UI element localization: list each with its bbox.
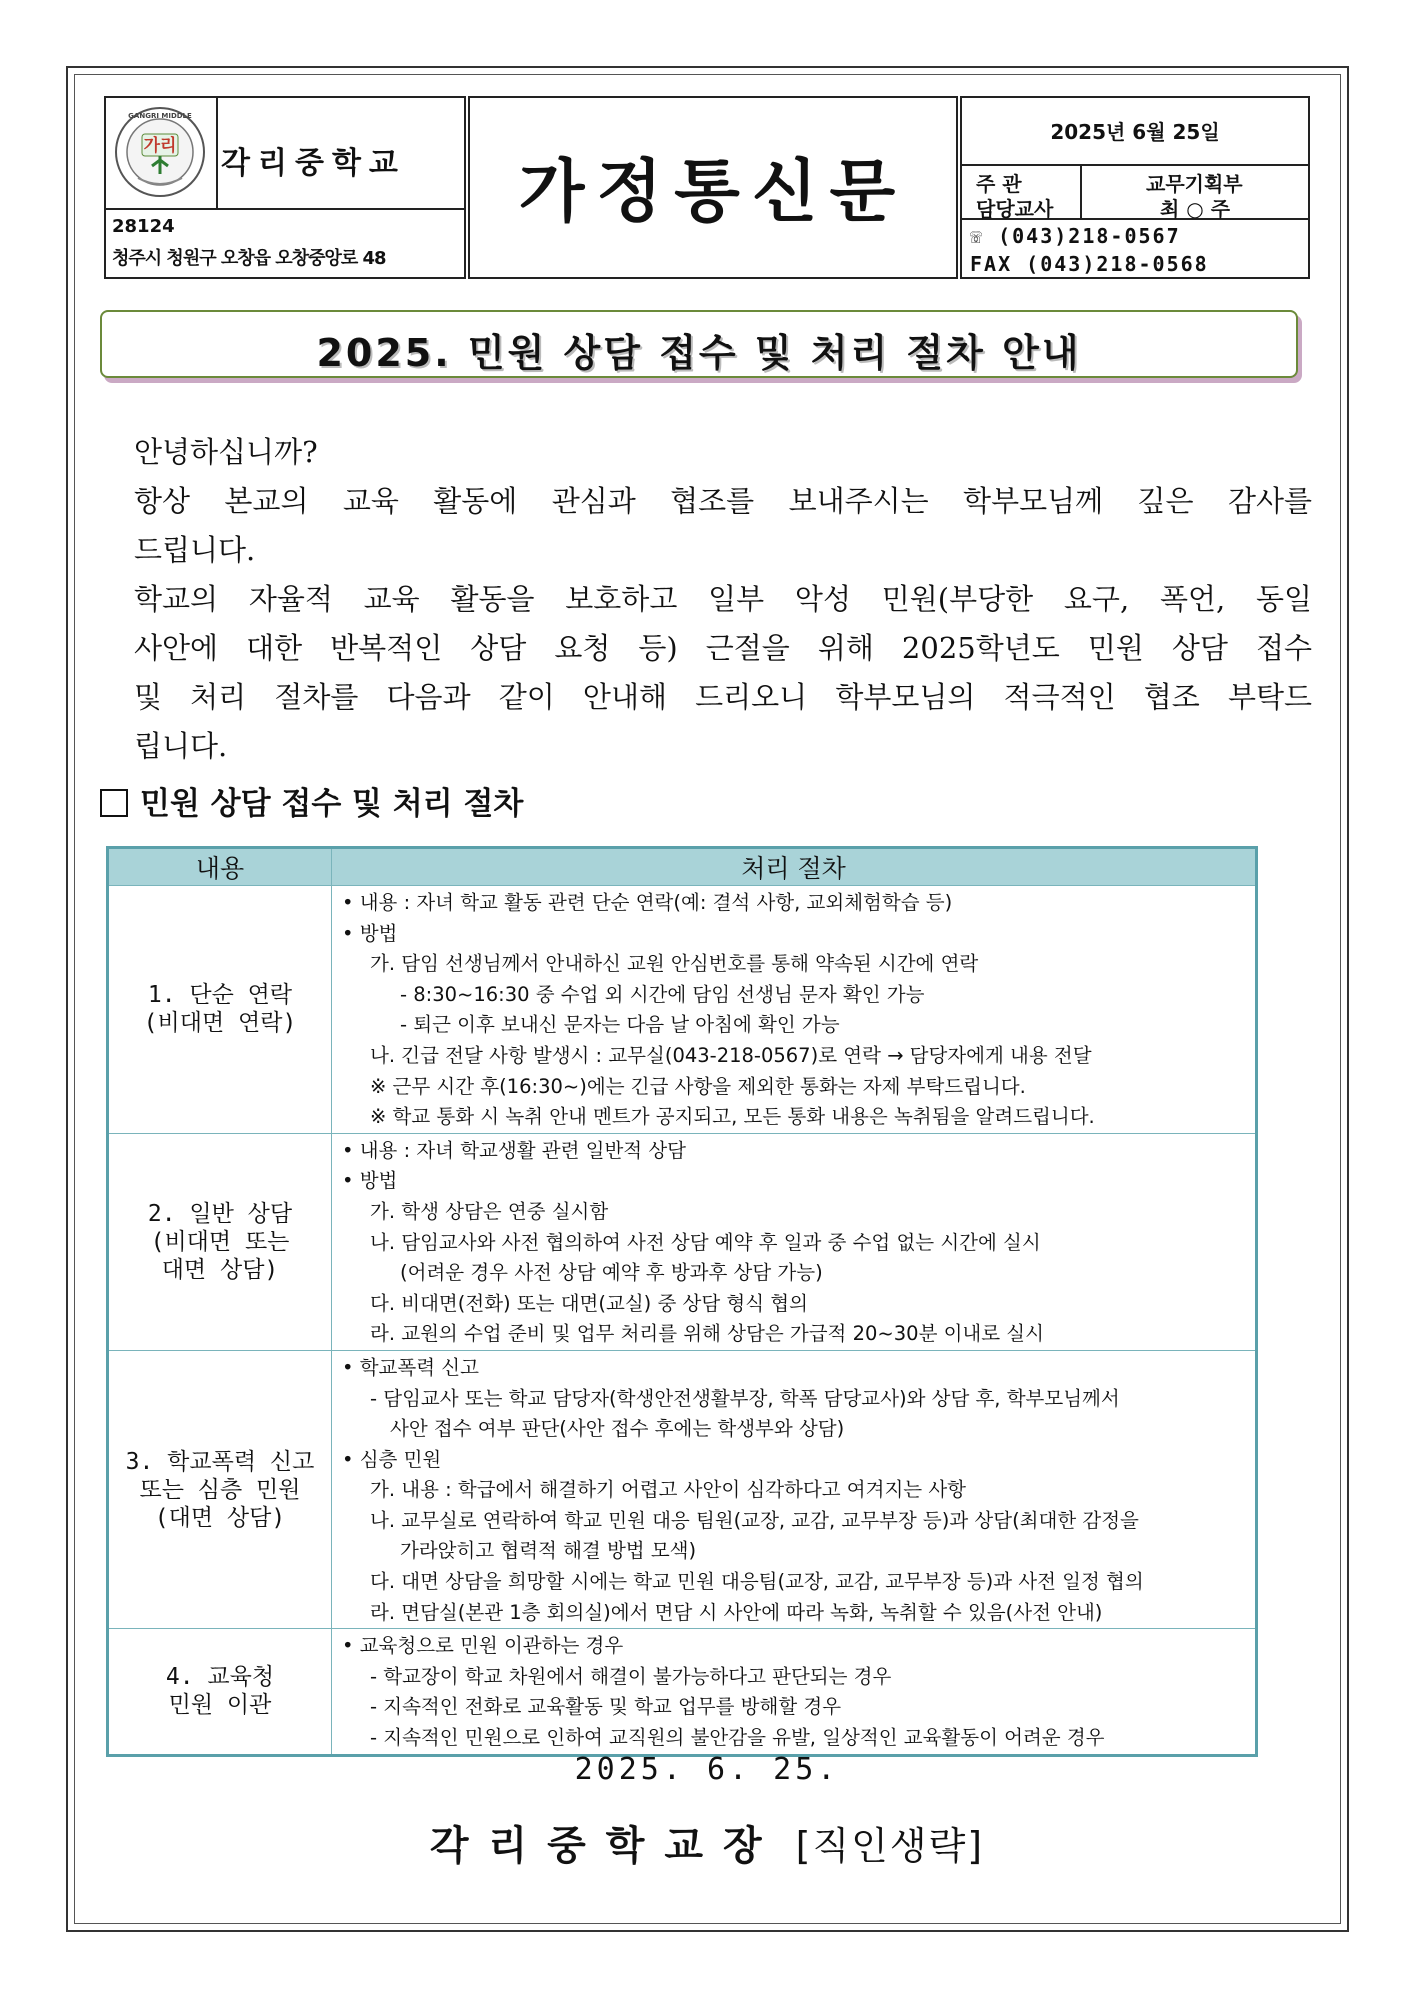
teacher-label: 담당교사 <box>976 197 1054 221</box>
document-title: 가정통신문 <box>518 153 908 232</box>
column-header-content: 내용 <box>108 848 332 886</box>
teacher-value: 최 ○ 주 <box>1160 197 1231 221</box>
school-info-box <box>104 96 466 279</box>
paragraph-2-line-3: 및 처리 절차를 다음과 같이 안내해 드리오니 학부모님의 적극적인 협조 부탁드 <box>134 680 1312 714</box>
letterhead <box>104 96 1310 279</box>
table-row <box>108 886 1257 1134</box>
title-box <box>468 96 958 279</box>
row-content: • 내용 : 자녀 학교 활동 관련 단순 연락(예: 결석 사항, 교외체험학습 등) • 방법 가. 담임 선생님께서 안내하신 교원 안심번호를 통해 약속된 시간에 연락 - 8:30~16:30 중 수업 외 시간에 담임 선생님 문자 확인 가능 - 퇴근 이후 보내신 문자는 다음 날 아침에 확인 가능 나. 긴급 전달 사항 발생시 : 교무실(043-218-0567)로 연락 → 담당자에게 내용 전달 ※ 근무 시간 후(16:30~)에는 긴급 사항을 제외한 통화는 자제 부탁드립니다. ※ 학교 통화 시 녹취 안내 멘트가 공지되고, 모든 통화 내용은 녹취됨을 알려드립니다. <box>332 886 1257 1134</box>
row-label: 4. 교육청 민원 이관 <box>108 1629 332 1755</box>
row-label: 2. 일반 상담 (비대면 또는 대면 상담) <box>108 1133 332 1350</box>
row-content: • 학교폭력 신고 - 담임교사 또는 학교 담당자(학생안전생활부장, 학폭 담당교사)와 상담 후, 학부모님께서 사안 접수 여부 판단(사안 접수 후에는 학생부와 상담) • 심층 민원 가. 내용 : 학급에서 해결하기 어렵고 사안이 심각하다고 여겨지는 사항 나. 교무실로 연락하여 학교 민원 대응 팀원(교장, 교감, 교무부장 등)과 상담(최대한 감정을 가라앉히고 협력적 해결 방법 모색) 다. 대면 상담을 희망할 시에는 학교 민원 대응팀(교장, 교감, 교무부장 등)과 사전 일정 협의 라. 면담실(본관 1층 회의실)에서 면담 시 사안에 따라 녹화, 녹취할 수 있음(사전 안내) <box>332 1350 1257 1628</box>
signature-line <box>0 1814 1414 1871</box>
row-label: 3. 학교폭력 신고 또는 심층 민원 (대면 상담) <box>108 1350 332 1628</box>
svg-text:가리: 가리 <box>143 136 177 156</box>
section-heading <box>100 778 523 823</box>
zip-code: 28124 <box>112 216 175 237</box>
school-logo-icon <box>112 104 208 200</box>
school-name: 각리중학교 <box>221 146 406 181</box>
phone-number: (043)218-0567 <box>998 224 1181 248</box>
table-header-row <box>108 848 1257 886</box>
paragraph-2-line-1: 학교의 자율적 교육 활동을 보호하고 일부 악성 민원(부당한 요구, 폭언, 동일 <box>134 582 1312 616</box>
notice-banner <box>100 310 1298 378</box>
seal-note: [직인생략] <box>795 1824 985 1868</box>
column-header-procedure: 처리 절차 <box>332 848 1257 886</box>
checkbox-icon <box>100 789 128 817</box>
contact-box <box>960 96 1310 279</box>
section-title: 민원 상담 접수 및 처리 절차 <box>140 786 524 822</box>
paragraph-2-line-2: 사안에 대한 반복적인 상담 요청 등) 근절을 위해 2025학년도 민원 상담 접수 <box>134 631 1312 665</box>
fax-line <box>970 252 1209 276</box>
closing-date: 2025. 6. 25. <box>574 1752 840 1787</box>
procedure-table <box>106 846 1258 1757</box>
dept-label: 주 관 <box>976 172 1022 196</box>
greeting: 안녕하십니까? <box>134 435 318 469</box>
row-label: 1. 단순 연락 (비대면 연락) <box>108 886 332 1134</box>
paragraph-2-line-4: 립니다. <box>134 729 228 763</box>
dept-value: 교무기획부 <box>1146 172 1243 196</box>
paragraph-1-line-2: 드립니다. <box>134 533 256 567</box>
school-address: 청주시 청원구 오창읍 오창중앙로 48 <box>112 248 386 269</box>
table-row <box>108 1133 1257 1350</box>
row-content: • 내용 : 자녀 학교생활 관련 일반적 상담 • 방법 가. 학생 상담은 연중 실시함 나. 담임교사와 사전 협의하여 사전 상담 예약 후 일과 중 수업 없는 시간에 실시 (어려운 경우 사전 상담 예약 후 방과후 상담 가능) 다. 비대면(전화) 또는 대면(교실) 중 상담 형식 협의 라. 교원의 수업 준비 및 업무 처리를 위해 상담은 가급적 20~30분 이내로 실시 <box>332 1133 1257 1350</box>
issue-date: 2025년 6월 25일 <box>1050 120 1220 144</box>
svg-text:GANGRI MIDDLE: GANGRI MIDDLE <box>128 112 192 120</box>
row-content: • 교육청으로 민원 이관하는 경우 - 학교장이 학교 차원에서 해결이 불가능하다고 판단되는 경우 - 지속적인 전화로 교육활동 및 학교 업무를 방해할 경우 - 지속적인 민원으로 인하여 교직원의 불안감을 유발, 일상적인 교육활동이 어려운 경우 <box>332 1629 1257 1755</box>
phone-icon: ☏ <box>970 224 985 248</box>
fax-number: (043)218-0568 <box>1026 252 1209 276</box>
table-row <box>108 1350 1257 1628</box>
fax-label: FAX <box>970 252 1013 276</box>
principal-title: 각리중학교장 <box>429 1823 782 1869</box>
table-row <box>108 1629 1257 1755</box>
paragraph-1-line-1: 항상 본교의 교육 활동에 관심과 협조를 보내주시는 학부모님께 깊은 감사를 <box>134 484 1312 518</box>
phone-line <box>970 224 1181 248</box>
notice-title: 2025. 민원 상담 접수 및 처리 절차 안내 <box>316 331 1082 375</box>
